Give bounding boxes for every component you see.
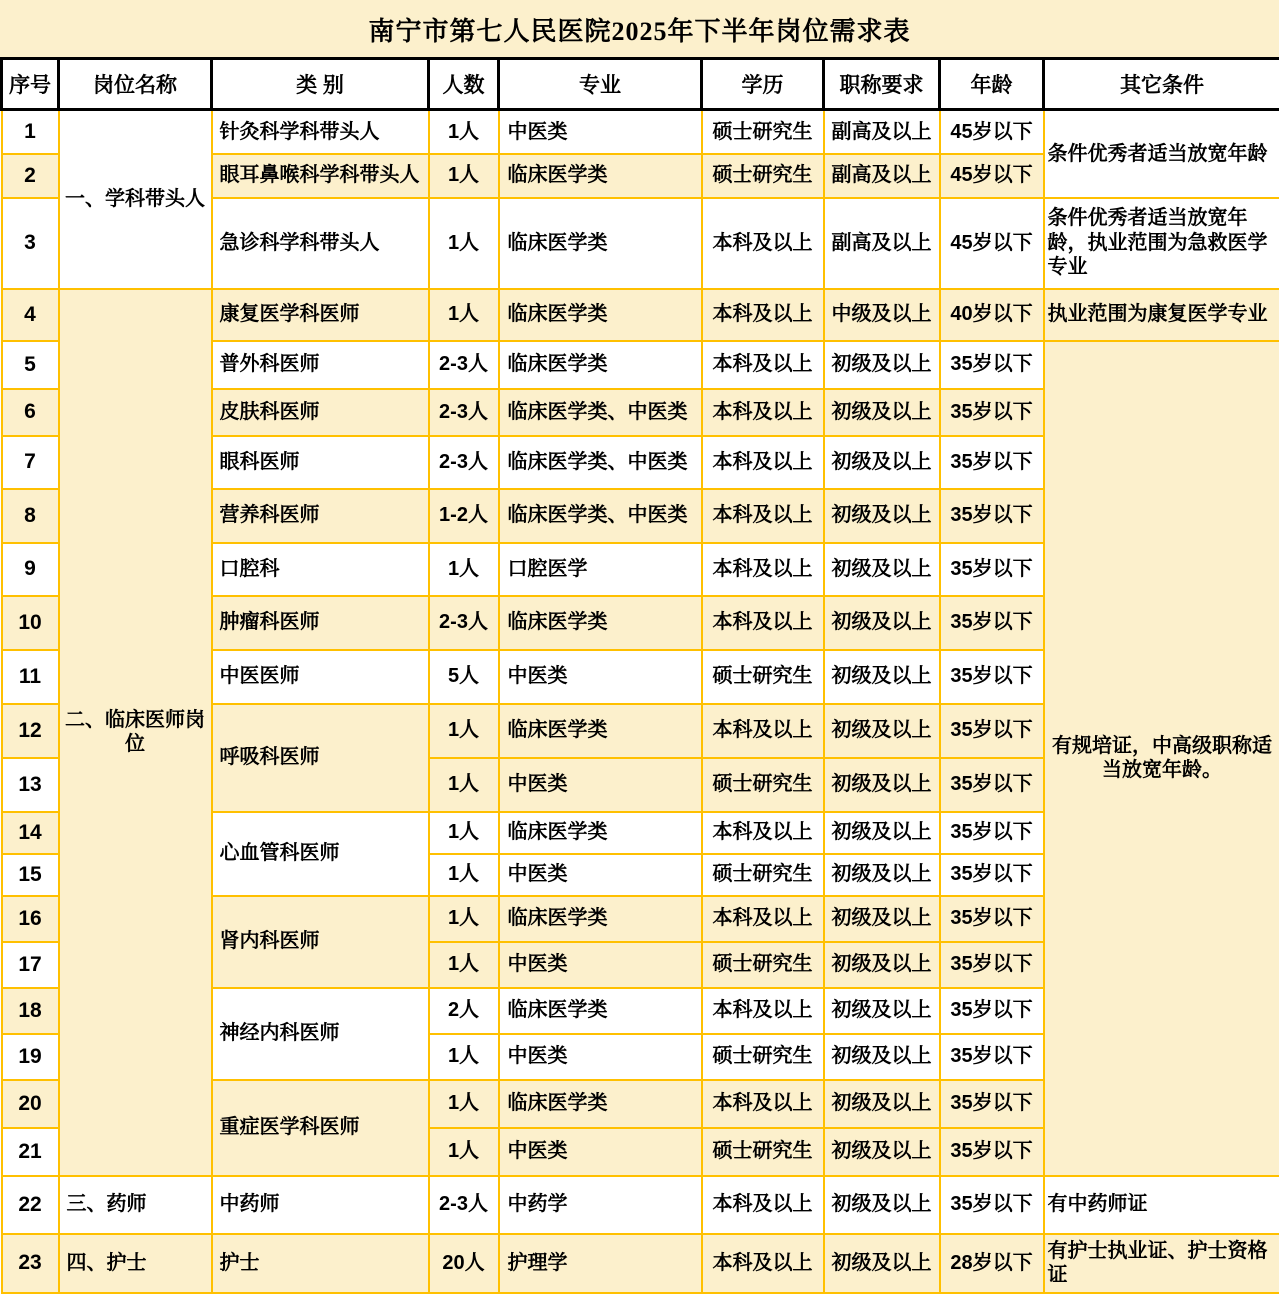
cell-index: 21 <box>2 1128 59 1176</box>
cell-category: 急诊科学科带头人 <box>212 198 429 289</box>
cell-education: 本科及以上 <box>702 489 824 543</box>
cell-category: 康复医学科医师 <box>212 289 429 341</box>
cell-age: 35岁以下 <box>940 854 1044 896</box>
cell-title-requirement: 初级及以上 <box>824 896 940 942</box>
cell-other-conditions: 条件优秀者适当放宽年龄，执业范围为急救医学专业 <box>1044 198 1279 289</box>
cell-education: 硕士研究生 <box>702 942 824 988</box>
cell-major: 中医类 <box>499 110 702 154</box>
cell-major: 中医类 <box>499 1034 702 1080</box>
cell-age: 35岁以下 <box>940 758 1044 812</box>
cell-headcount: 1人 <box>429 854 499 896</box>
cell-category: 眼科医师 <box>212 436 429 489</box>
cell-title-requirement: 副高及以上 <box>824 110 940 154</box>
cell-position-name: 三、药师 <box>59 1176 212 1234</box>
cell-index: 17 <box>2 942 59 988</box>
cell-category: 眼耳鼻喉科学科带头人 <box>212 154 429 198</box>
cell-headcount: 2人 <box>429 988 499 1034</box>
cell-major: 护理学 <box>499 1234 702 1293</box>
cell-major: 口腔医学 <box>499 543 702 596</box>
cell-age: 35岁以下 <box>940 489 1044 543</box>
cell-major: 临床医学类 <box>499 596 702 650</box>
cell-headcount: 1-2人 <box>429 489 499 543</box>
cell-major: 临床医学类、中医类 <box>499 436 702 489</box>
table-row <box>2 110 1279 154</box>
cell-index: 11 <box>2 650 59 704</box>
cell-position-name: 二、临床医师岗位 <box>59 289 212 1176</box>
cell-major: 临床医学类 <box>499 812 702 854</box>
cell-headcount: 1人 <box>429 812 499 854</box>
cell-education: 硕士研究生 <box>702 758 824 812</box>
cell-major: 中医类 <box>499 650 702 704</box>
cell-title-requirement: 副高及以上 <box>824 154 940 198</box>
cell-major: 中医类 <box>499 1128 702 1176</box>
cell-title-requirement: 初级及以上 <box>824 436 940 489</box>
header-row <box>2 59 1279 110</box>
cell-education: 硕士研究生 <box>702 1128 824 1176</box>
col-header-position-name: 岗位名称 <box>59 59 212 110</box>
cell-major: 中药学 <box>499 1176 702 1234</box>
cell-age: 28岁以下 <box>940 1234 1044 1293</box>
cell-category: 护士 <box>212 1234 429 1293</box>
cell-index: 6 <box>2 389 59 436</box>
cell-category: 神经内科医师 <box>212 988 429 1080</box>
cell-headcount: 2-3人 <box>429 389 499 436</box>
cell-title-requirement: 初级及以上 <box>824 596 940 650</box>
cell-title-requirement: 初级及以上 <box>824 1234 940 1293</box>
cell-major: 临床医学类 <box>499 198 702 289</box>
cell-education: 本科及以上 <box>702 341 824 389</box>
cell-headcount: 1人 <box>429 704 499 758</box>
cell-headcount: 1人 <box>429 1034 499 1080</box>
cell-index: 14 <box>2 812 59 854</box>
cell-category: 心血管科医师 <box>212 812 429 896</box>
col-header-other-conditions: 其它条件 <box>1044 59 1279 110</box>
cell-age: 35岁以下 <box>940 704 1044 758</box>
cell-category: 普外科医师 <box>212 341 429 389</box>
cell-position-name: 一、学科带头人 <box>59 110 212 289</box>
cell-major: 中医类 <box>499 942 702 988</box>
cell-title-requirement: 初级及以上 <box>824 1128 940 1176</box>
cell-other-conditions: 有规培证，中高级职称适当放宽年龄。 <box>1044 341 1279 1176</box>
cell-category: 口腔科 <box>212 543 429 596</box>
cell-other-conditions: 有护士执业证、护士资格证 <box>1044 1234 1279 1293</box>
cell-headcount: 2-3人 <box>429 1176 499 1234</box>
cell-major: 临床医学类 <box>499 154 702 198</box>
cell-headcount: 1人 <box>429 758 499 812</box>
cell-major: 临床医学类 <box>499 704 702 758</box>
cell-other-conditions: 有中药师证 <box>1044 1176 1279 1234</box>
cell-title-requirement: 初级及以上 <box>824 942 940 988</box>
cell-index: 7 <box>2 436 59 489</box>
col-header-title-requirement: 职称要求 <box>824 59 940 110</box>
cell-index: 12 <box>2 704 59 758</box>
page-title: 南宁市第七人民医院2025年下半年岗位需求表 <box>0 0 1279 57</box>
cell-headcount: 1人 <box>429 942 499 988</box>
cell-major: 临床医学类、中医类 <box>499 489 702 543</box>
cell-title-requirement: 初级及以上 <box>824 758 940 812</box>
cell-category: 中药师 <box>212 1176 429 1234</box>
cell-category: 中医医师 <box>212 650 429 704</box>
cell-index: 13 <box>2 758 59 812</box>
cell-education: 本科及以上 <box>702 596 824 650</box>
cell-headcount: 2-3人 <box>429 596 499 650</box>
cell-headcount: 1人 <box>429 110 499 154</box>
cell-education: 本科及以上 <box>702 289 824 341</box>
cell-title-requirement: 初级及以上 <box>824 341 940 389</box>
cell-title-requirement: 副高及以上 <box>824 198 940 289</box>
cell-headcount: 1人 <box>429 896 499 942</box>
cell-major: 临床医学类 <box>499 341 702 389</box>
cell-category: 肾内科医师 <box>212 896 429 988</box>
cell-age: 35岁以下 <box>940 988 1044 1034</box>
cell-headcount: 2-3人 <box>429 341 499 389</box>
cell-major: 临床医学类 <box>499 289 702 341</box>
cell-education: 本科及以上 <box>702 812 824 854</box>
cell-education: 硕士研究生 <box>702 854 824 896</box>
cell-age: 45岁以下 <box>940 110 1044 154</box>
cell-major: 临床医学类、中医类 <box>499 389 702 436</box>
cell-index: 4 <box>2 289 59 341</box>
cell-index: 8 <box>2 489 59 543</box>
cell-education: 本科及以上 <box>702 704 824 758</box>
cell-education: 本科及以上 <box>702 1234 824 1293</box>
cell-title-requirement: 初级及以上 <box>824 812 940 854</box>
cell-education: 硕士研究生 <box>702 154 824 198</box>
cell-major: 中医类 <box>499 758 702 812</box>
cell-headcount: 2-3人 <box>429 436 499 489</box>
cell-education: 本科及以上 <box>702 896 824 942</box>
cell-title-requirement: 初级及以上 <box>824 988 940 1034</box>
cell-index: 20 <box>2 1080 59 1128</box>
cell-category: 针灸科学科带头人 <box>212 110 429 154</box>
cell-category: 皮肤科医师 <box>212 389 429 436</box>
cell-education: 本科及以上 <box>702 198 824 289</box>
cell-category: 营养科医师 <box>212 489 429 543</box>
cell-index: 16 <box>2 896 59 942</box>
cell-index: 1 <box>2 110 59 154</box>
cell-index: 22 <box>2 1176 59 1234</box>
cell-index: 18 <box>2 988 59 1034</box>
cell-education: 本科及以上 <box>702 1080 824 1128</box>
cell-other-conditions: 条件优秀者适当放宽年龄 <box>1044 110 1279 198</box>
cell-education: 硕士研究生 <box>702 650 824 704</box>
cell-education: 本科及以上 <box>702 543 824 596</box>
cell-education: 硕士研究生 <box>702 110 824 154</box>
cell-title-requirement: 初级及以上 <box>824 389 940 436</box>
cell-title-requirement: 初级及以上 <box>824 1034 940 1080</box>
cell-category: 呼吸科医师 <box>212 704 429 812</box>
cell-category: 肿瘤科医师 <box>212 596 429 650</box>
cell-position-name: 四、护士 <box>59 1234 212 1293</box>
cell-index: 9 <box>2 543 59 596</box>
cell-age: 35岁以下 <box>940 942 1044 988</box>
cell-headcount: 1人 <box>429 1080 499 1128</box>
col-header-education: 学历 <box>702 59 824 110</box>
cell-age: 35岁以下 <box>940 1128 1044 1176</box>
cell-index: 15 <box>2 854 59 896</box>
cell-headcount: 1人 <box>429 1128 499 1176</box>
cell-index: 3 <box>2 198 59 289</box>
cell-age: 35岁以下 <box>940 650 1044 704</box>
cell-headcount: 1人 <box>429 289 499 341</box>
cell-age: 40岁以下 <box>940 289 1044 341</box>
cell-headcount: 20人 <box>429 1234 499 1293</box>
cell-index: 19 <box>2 1034 59 1080</box>
cell-age: 35岁以下 <box>940 1034 1044 1080</box>
table-row <box>2 289 1279 341</box>
col-header-age: 年龄 <box>940 59 1044 110</box>
col-header-major: 专业 <box>499 59 702 110</box>
cell-title-requirement: 初级及以上 <box>824 543 940 596</box>
col-header-index: 序号 <box>2 59 59 110</box>
cell-age: 35岁以下 <box>940 596 1044 650</box>
cell-age: 45岁以下 <box>940 154 1044 198</box>
cell-title-requirement: 初级及以上 <box>824 704 940 758</box>
cell-category: 重症医学科医师 <box>212 1080 429 1176</box>
col-header-category: 类 别 <box>212 59 429 110</box>
table-row <box>2 1234 1279 1293</box>
cell-education: 本科及以上 <box>702 389 824 436</box>
cell-index: 2 <box>2 154 59 198</box>
cell-index: 5 <box>2 341 59 389</box>
cell-education: 本科及以上 <box>702 988 824 1034</box>
col-header-headcount: 人数 <box>429 59 499 110</box>
cell-headcount: 1人 <box>429 154 499 198</box>
cell-age: 35岁以下 <box>940 341 1044 389</box>
table-row <box>2 1176 1279 1234</box>
cell-other-conditions: 执业范围为康复医学专业 <box>1044 289 1279 341</box>
cell-age: 35岁以下 <box>940 1176 1044 1234</box>
cell-title-requirement: 初级及以上 <box>824 1080 940 1128</box>
cell-title-requirement: 中级及以上 <box>824 289 940 341</box>
cell-age: 35岁以下 <box>940 389 1044 436</box>
cell-major: 临床医学类 <box>499 896 702 942</box>
cell-major: 临床医学类 <box>499 988 702 1034</box>
cell-age: 35岁以下 <box>940 1080 1044 1128</box>
cell-title-requirement: 初级及以上 <box>824 489 940 543</box>
cell-headcount: 1人 <box>429 198 499 289</box>
cell-headcount: 1人 <box>429 543 499 596</box>
cell-headcount: 5人 <box>429 650 499 704</box>
cell-age: 35岁以下 <box>940 812 1044 854</box>
cell-title-requirement: 初级及以上 <box>824 854 940 896</box>
cell-title-requirement: 初级及以上 <box>824 1176 940 1234</box>
cell-title-requirement: 初级及以上 <box>824 650 940 704</box>
cell-age: 45岁以下 <box>940 198 1044 289</box>
cell-age: 35岁以下 <box>940 436 1044 489</box>
cell-age: 35岁以下 <box>940 543 1044 596</box>
cell-age: 35岁以下 <box>940 896 1044 942</box>
cell-education: 本科及以上 <box>702 436 824 489</box>
cell-major: 中医类 <box>499 854 702 896</box>
cell-index: 23 <box>2 1234 59 1293</box>
cell-education: 硕士研究生 <box>702 1034 824 1080</box>
cell-major: 临床医学类 <box>499 1080 702 1128</box>
cell-education: 本科及以上 <box>702 1176 824 1234</box>
cell-index: 10 <box>2 596 59 650</box>
job-requirements-table <box>0 57 1279 1294</box>
